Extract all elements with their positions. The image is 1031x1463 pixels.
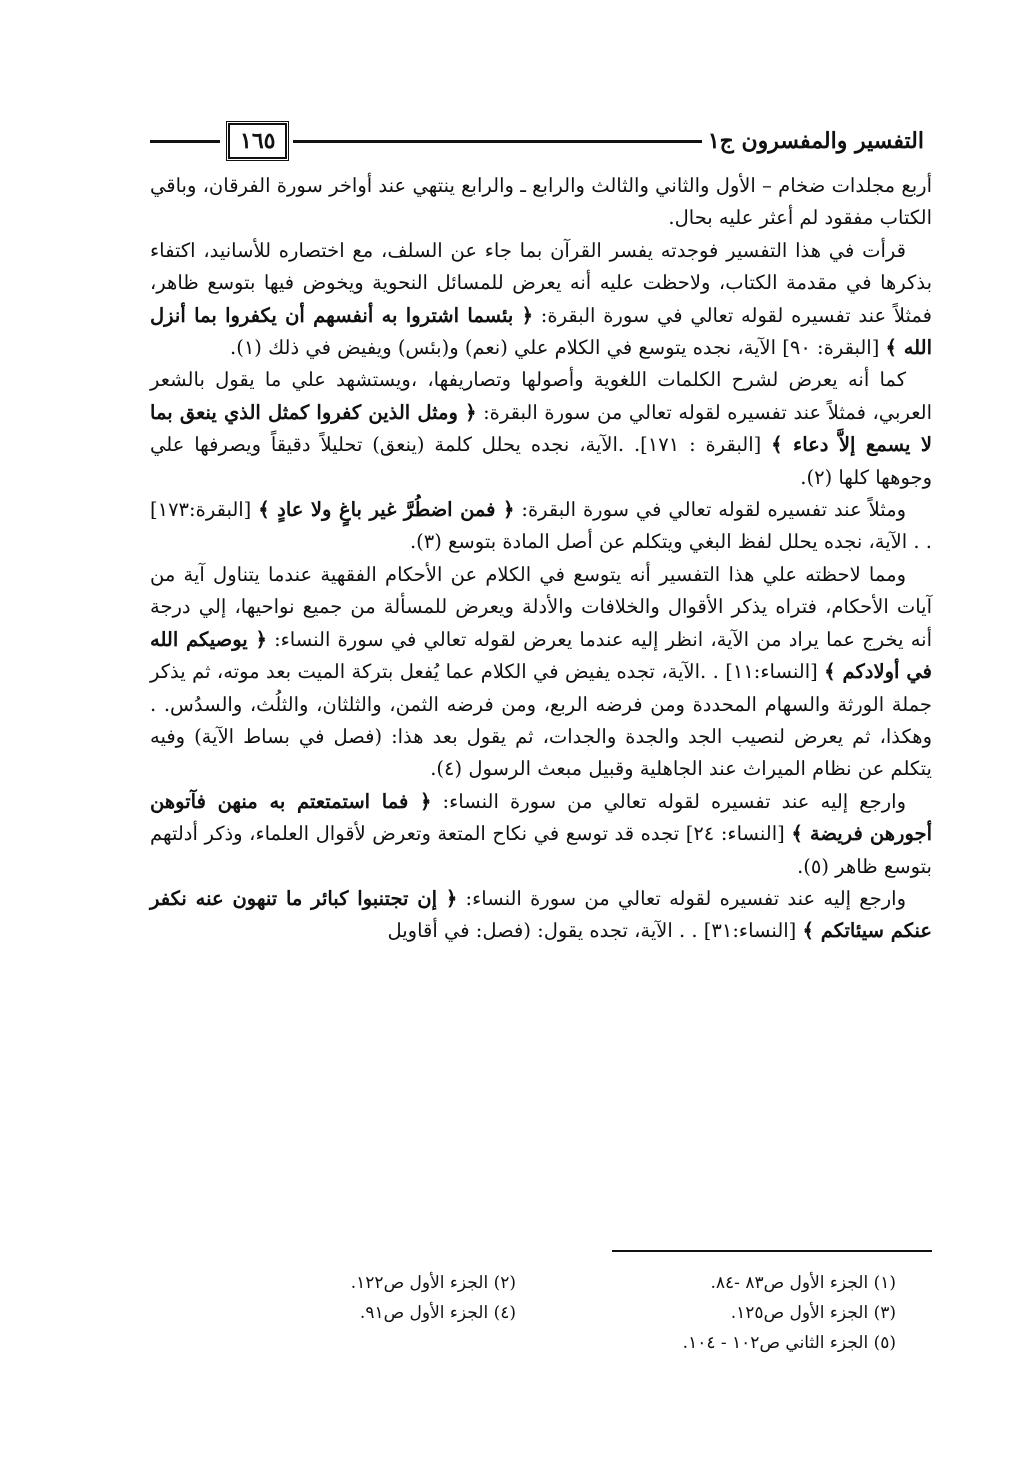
header-rule-tail (150, 140, 220, 143)
paragraph (150, 364, 932, 494)
footnote: (٣) الجزء الأول ص١٢٥. (730, 1303, 896, 1323)
paragraph-text: أربع مجلدات ضخام – الأول والثاني والثالث والرابع ـ والرابع ينتهي عند أواخر سورة الفرقان، وباقي الكتاب مفقود لم أعثر عليه بحال. (150, 174, 932, 230)
paragraph-text: [النساء:٣١] . . الآية، تجده يقول: (فصل: في أقاويل (387, 919, 803, 943)
paragraph-text: [البقرة:١٧٣] . . الآية، نجده يحلل لفظ البغي ويتكلم عن أصل المادة بتوسع (٣). (150, 498, 932, 554)
quran-verse: ﴿ إن تجتنبوا كبائر ما تنهون عنه نكفر عنكم سيئاتكم ﴾ (150, 886, 932, 943)
quran-verse: ﴿ بئسما اشتروا به أنفسهم أن يكفروا بما أنزل الله ﴾ (150, 303, 932, 360)
footnote-rule (612, 1250, 932, 1252)
paragraph (150, 883, 932, 948)
paragraph (150, 494, 932, 559)
paragraph-text: [البقرة : ١٧١]. .الآية، نجده يحلل كلمة (ينعق) تحليلاً دقيقاً ويصرفها علي وجوهها كلها (٢). (150, 433, 932, 489)
paragraph-text: قرأت في هذا التفسير فوجدته يفسر القرآن بما جاء عن السلف، مع اختصاره للأسانيد، اكتفاء بذكرها في مقدمة الكتاب، ولاحظت عليه أنه يعرض للمسائل النحوية ويخوض فيها بتوسع ظاهر، فمثلاً عند تفسيره لقوله تعالي في سورة البقرة: (150, 238, 932, 327)
quran-verse: ﴿ يوصيكم الله في أولادكم ﴾ (150, 627, 932, 684)
header-rule (293, 140, 701, 143)
quran-verse: ﴿ فما استمتعتم به منهن فآتوهن أجورهن فريضة ﴾ (150, 789, 932, 846)
paragraph (150, 786, 932, 883)
page (150, 118, 932, 1358)
paragraph (150, 559, 932, 786)
paragraph (150, 235, 932, 365)
quran-verse: ﴿ فمن اضطُرَّ غير باغٍ ولا عادٍ ﴾ (258, 498, 515, 522)
paragraph-text: ومما لاحظته علي هذا التفسير أنه يتوسع في الكلام عن الأحكام الفقهية عندما يتناول آية من آيات الأحكام، فتراه يذكر الأقوال والخلافات والأدلة ويعرض للمسألة من جميع نواحيها، إلي درجة أنه يخرج عما يراد من الآية، انظر إليه عندما يعرض لقوله تعالي في سورة النساء: (150, 562, 932, 651)
paragraph-text: ومثلاً عند تفسيره لقوله تعالي في سورة البقرة: (514, 498, 907, 522)
paragraph-text: [البقرة: ٩٠] الآية، نجده يتوسع في الكلام علي (نعم) و(بئس) ويفيض في ذلك (١). (230, 336, 886, 360)
page-number: ١٦٥ (228, 123, 287, 159)
paragraph-text: [النساء:١١] . .الآية، تجده يفيض في الكلام عما يُفعل بتركة الميت بعد موته، ثم يذكر جملة الورثة والسهام المحددة ومن فرضه الربع، ومن فرضه الثمن، والثلثان، والثلُث، والسدُس. . وهكذا، ثم يعرض لنصيب الجد والجدة والجدات، ثم يقول بعد هذا: (فصل في بساط الآية) وفيه يتكلم عن نظام الميراث عند الجاهلية وقبيل مبعث الرسول (٤). (150, 660, 932, 781)
paragraph (150, 170, 932, 235)
running-head (150, 118, 932, 164)
paragraph-text: [النساء: ٢٤] تجده قد توسع في نكاح المتعة وتعرض لأقوال العلماء، وذكر أدلتهم بتوسع ظاهر (٥). (150, 822, 932, 878)
footnote: (٤) الجزء الأول ص٩١. (359, 1303, 516, 1323)
paragraph-text: كما أنه يعرض لشرح الكلمات اللغوية وأصولها وتصاريفها، ،ويستشهد علي ما يقول بالشعر العربي، فمثلاً عند تفسيره لقوله تعالي من سورة البقرة: (150, 368, 932, 424)
quran-verse: ﴿ ومثل الذين كفروا كمثل الذي ينعق بما لا يسمع إلاَّ دعاء ﴾ (150, 400, 932, 457)
footnote: (١) الجزء الأول ص٨٣ -٨٤. (710, 1273, 896, 1293)
paragraph-text: وارجع إليه عند تفسيره لقوله تعالي من سورة النساء: (431, 789, 906, 813)
footnotes (156, 1268, 896, 1358)
paragraph-text: وارجع إليه عند تفسيره لقوله تعالي من سورة النساء: (457, 886, 906, 910)
footnote: (٥) الجزء الثاني ص١٠٢ - ١٠٤. (682, 1333, 896, 1353)
footnote: (٢) الجزء الأول ص١٢٢. (350, 1273, 516, 1293)
book-title: التفسير والمفسرون ج١ (707, 128, 924, 154)
body-text (150, 170, 932, 948)
